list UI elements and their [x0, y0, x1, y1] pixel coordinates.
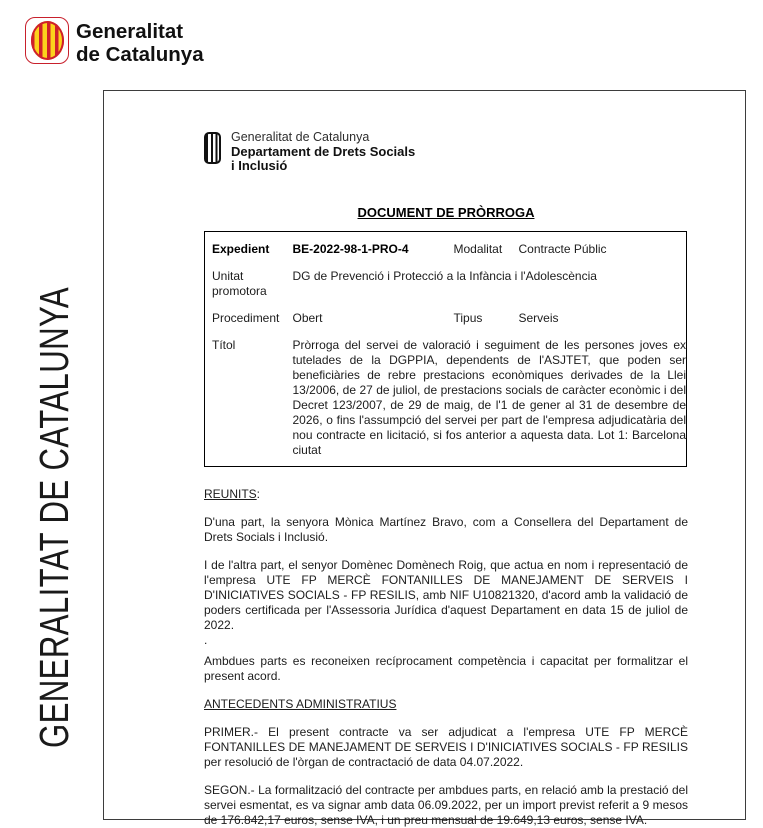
expedient-info-table [204, 231, 687, 467]
paragraph-dot: . [204, 632, 208, 647]
expedient-label: Expedient [212, 241, 270, 256]
procediment-value: Obert [292, 310, 323, 325]
modalitat-label: Modalitat [453, 241, 503, 256]
document-body [204, 487, 688, 828]
document-page [103, 90, 746, 827]
reunits-heading-text: REUNITS [204, 486, 257, 501]
vertical-watermark [31, 141, 78, 748]
generalitat-brand [25, 17, 204, 66]
senyera-bw-logo-icon [204, 132, 221, 164]
reunits-heading-colon: : [256, 486, 261, 501]
modalitat-value: Contracte Públic [518, 241, 607, 256]
unitat-label: Unitat promotora [212, 268, 267, 298]
paragraph-primer: PRIMER.- El present contracte va ser adjudicat a l'empresa UTE FP MERCÈ FONTANILLES DE MANEJAMENT DE SERVEIS I D'INICIATIVES SOCIALS - FP RESILIS per resolució de l'òrgan de contractació de data 04.07.2022. [204, 724, 688, 769]
table-row-procediment [205, 305, 687, 332]
vertical-watermark-text: GENERALITAT DE CATALUNYA [31, 286, 77, 748]
header-org: Generalitat de Catalunya [231, 130, 370, 144]
reunits-heading [204, 487, 688, 502]
brand-line1: Generalitat [76, 20, 184, 43]
antecedents-heading [204, 697, 688, 712]
paragraph-altra-part: I de l'altra part, el senyor Domènec Domènech Roig, que actua en nom i representació de l'empresa UTE FP MERCÈ FONTANILLES DE MANEJAMENT DE SERVEIS I D'INICIATIVES SOCIALS - FP RESILIS, amb NIF U10821320, d'acord amb la validació de poders certificada per l'Assessoria Jurídica d'aquest Departament en data 15 de juliol de 2022. [204, 557, 688, 632]
table-row-titol [205, 332, 687, 467]
tipus-value: Serveis [518, 310, 559, 325]
tipus-label: Tipus [453, 310, 483, 325]
titol-label: Títol [212, 337, 236, 352]
paragraph-ambdues: Ambdues parts es reconeixen recíprocament competència i capacitat per formalitzar el present acord. [204, 653, 688, 683]
expedient-value: BE-2022-98-1-PRO-4 [292, 241, 409, 256]
antecedents-heading-text: ANTECEDENTS ADMINISTRATIUS [204, 696, 397, 711]
procediment-label: Procediment [212, 310, 280, 325]
paragraph-segon: SEGON.- La formalització del contracte per ambdues parts, en relació amb la prestació del servei esmentat, es va signar amb data 06.09.2022, per un import previst referit a 9 mesos de 176.842,17 euros, sense IVA, i un preu mensual de 19.649,13 euros, sense IVA. [204, 782, 688, 827]
unitat-value: DG de Prevenció i Protecció a la Infància i l'Adolescència [292, 268, 597, 283]
document-title: DOCUMENT DE PRÒRROGA [357, 204, 535, 220]
titol-value: Pròrroga del servei de valoració i seguiment de les persones joves ex tutelades de la DGPPIA, dependents de l'ASJTET, que poden ser beneficiàries de rebre prestacions econòmiques derivades de la Llei 13/2006, de 27 de juliol, de prestacions socials de caràcter econòmic i del Decret 123/2007, de 29 de maig, de l'1 de gener al 31 de desembre de 2026, o fins l'assumpció del servei per part de l'empresa adjudicatària del nou contracte en licitació, si fos anterior a aquesta data. Lot 1: Barcelona ciutat [292, 337, 686, 457]
table-row-unitat [205, 263, 687, 305]
senyera-logo-icon [25, 17, 69, 64]
table-row-expedient [205, 231, 687, 263]
brand-wordmark [76, 17, 204, 66]
header-dept-line1: Departament de Drets Socials [231, 143, 416, 159]
brand-line2: de Catalunya [76, 43, 204, 66]
senyera-stripes-icon [31, 21, 64, 60]
document-header [204, 130, 688, 174]
header-dept-line2: i Inclusió [231, 158, 288, 173]
paragraph-duna-part: D'una part, la senyora Mònica Martínez Bravo, com a Consellera del Departament de Drets Socials i Inclusió. [204, 514, 688, 544]
